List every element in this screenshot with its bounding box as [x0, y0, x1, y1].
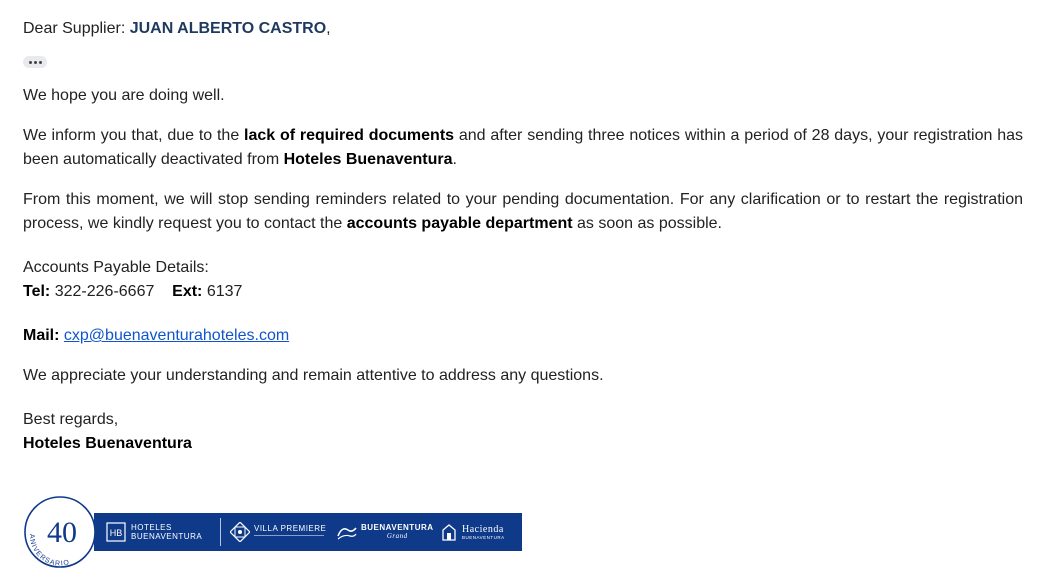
tel-value: 322-226-6667 [54, 283, 155, 300]
svg-text:HB: HB [109, 528, 123, 538]
ap-phone-line [23, 280, 242, 304]
anniversary-word: ANIVERSARIO [27, 533, 71, 568]
greeting [23, 17, 331, 41]
brand-hoteles-buenaventura: HB HOTELES BUENAVENTURA [106, 513, 202, 551]
anniversary-number: 40 [47, 516, 77, 549]
brand-hacienda-buenaventura: Hacienda BUENAVENTURA [440, 513, 505, 551]
hacienda-logo-icon [440, 522, 458, 542]
brand-buenaventura-grand: BUENAVENTURA Grand [336, 513, 434, 551]
signature: Hoteles Buenaventura [23, 435, 192, 452]
paragraph-contact: From this moment, we will stop sending reminders related to your pending documentation. For any clarification or to restart the registration process, we kindly request you to contact the accounts payable department as soon as possible. [23, 191, 1023, 232]
ap-details-heading: Accounts Payable Details: [23, 259, 209, 276]
ellipsis-icon [29, 61, 32, 64]
ext-value: 6137 [206, 283, 243, 300]
paragraph-appreciate: We appreciate your understanding and remain attentive to address any questions. [23, 367, 604, 384]
greeting-suffix: , [326, 20, 331, 37]
greeting-prefix: Dear Supplier: [23, 20, 130, 37]
tel-label: Tel: [23, 283, 51, 300]
show-trimmed-content-button[interactable] [23, 56, 47, 68]
villa-premiere-logo-icon [230, 522, 250, 542]
hb-logo-icon [106, 522, 126, 542]
mail-link[interactable]: cxp@buenaventurahoteles.com [63, 327, 290, 344]
brands-band [94, 513, 522, 551]
paragraph-hope: We hope you are doing well. [23, 87, 225, 104]
mail-label: Mail: [23, 327, 60, 344]
ext-label: Ext: [172, 283, 203, 300]
wave-logo-icon [336, 522, 358, 542]
divider [220, 518, 221, 546]
supplier-name: JUAN ALBERTO CASTRO [129, 20, 327, 37]
ap-mail-line [23, 324, 289, 348]
anniversary-40-logo [22, 494, 98, 570]
brand-villa-premiere: VILLA PREMIERE [230, 513, 326, 551]
paragraph-deactivation: We inform you that, due to the lack of required documents and after sending three notices within a period of 28 days, your registration has been automatically deactivated from Hoteles Buenaventura. [23, 127, 1024, 168]
closing-regards: Best regards, [23, 411, 119, 428]
hotel-brands-banner [22, 494, 524, 570]
